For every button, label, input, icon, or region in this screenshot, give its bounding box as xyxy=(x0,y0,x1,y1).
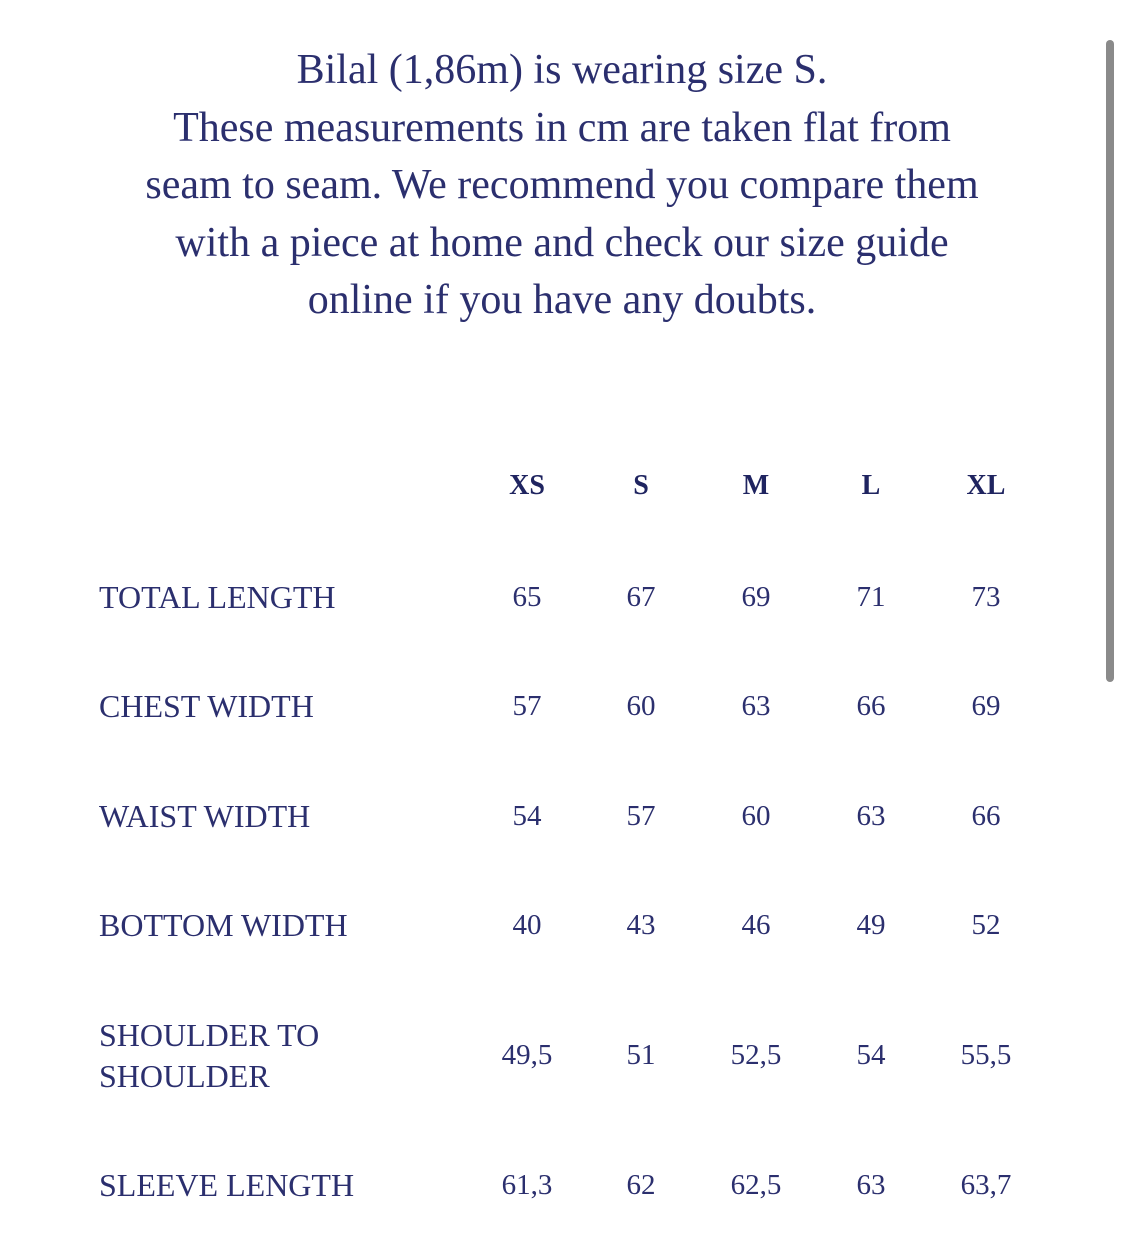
table-cell: 71 xyxy=(856,581,886,613)
intro-line: Bilal (1,86m) is wearing size S. xyxy=(296,47,828,93)
table-cell: 60 xyxy=(626,690,656,722)
row-label-shoulder-to-shoulder xyxy=(99,1015,319,1097)
table-cell: 54 xyxy=(512,800,542,832)
row-label-sleeve-length: SLEEVE LENGTH xyxy=(99,1167,355,1203)
size-header-xl: XL xyxy=(966,470,1006,501)
table-cell: 54 xyxy=(856,1039,886,1071)
row-label-chest-width: CHEST WIDTH xyxy=(99,688,314,724)
row-label-line: SHOULDER xyxy=(99,1058,270,1094)
table-cell: 63 xyxy=(856,800,886,832)
table-cell: 65 xyxy=(512,581,542,613)
size-header-m: M xyxy=(742,470,770,501)
table-cell: 63,7 xyxy=(960,1169,1012,1201)
table-cell: 55,5 xyxy=(960,1039,1012,1071)
row-label-waist-width: WAIST WIDTH xyxy=(99,798,311,834)
table-cell: 69 xyxy=(971,690,1001,722)
table-cell: 43 xyxy=(626,909,656,941)
table-cell: 57 xyxy=(626,800,656,832)
table-cell: 66 xyxy=(856,690,886,722)
table-cell: 67 xyxy=(626,581,656,613)
intro-line: with a piece at home and check our size guide xyxy=(175,219,949,266)
table-cell: 66 xyxy=(971,800,1001,832)
row-label-line: SHOULDER TO xyxy=(99,1017,320,1053)
row-label-bottom-width: BOTTOM WIDTH xyxy=(99,907,348,943)
table-cell: 40 xyxy=(512,909,542,941)
row-label-total-length: TOTAL LENGTH xyxy=(99,579,336,615)
table-cell: 46 xyxy=(741,909,771,941)
size-header-s: S xyxy=(633,470,649,501)
table-cell: 52 xyxy=(971,909,1001,941)
table-cell: 49 xyxy=(856,909,886,941)
table-cell: 62 xyxy=(626,1169,656,1201)
table-cell: 69 xyxy=(741,581,771,613)
size-header-xs: XS xyxy=(509,470,545,501)
table-cell: 61,3 xyxy=(501,1169,553,1201)
table-cell: 51 xyxy=(626,1039,656,1071)
intro-line: seam to seam. We recommend you compare them xyxy=(145,162,979,208)
table-cell: 52,5 xyxy=(730,1039,782,1071)
table-cell: 49,5 xyxy=(501,1039,553,1071)
table-cell: 62,5 xyxy=(730,1169,782,1201)
intro-line: These measurements in cm are taken flat from xyxy=(173,104,951,151)
table-cell: 73 xyxy=(971,581,1001,613)
table-cell: 57 xyxy=(512,690,542,722)
table-cell: 63 xyxy=(741,690,771,722)
size-intro-text xyxy=(62,42,1062,330)
table-cell: 63 xyxy=(856,1169,886,1201)
scrollbar-thumb[interactable] xyxy=(1106,40,1114,682)
intro-line: online if you have any doubts. xyxy=(307,277,817,323)
size-header-l: L xyxy=(861,470,881,501)
table-cell: 60 xyxy=(741,800,771,832)
